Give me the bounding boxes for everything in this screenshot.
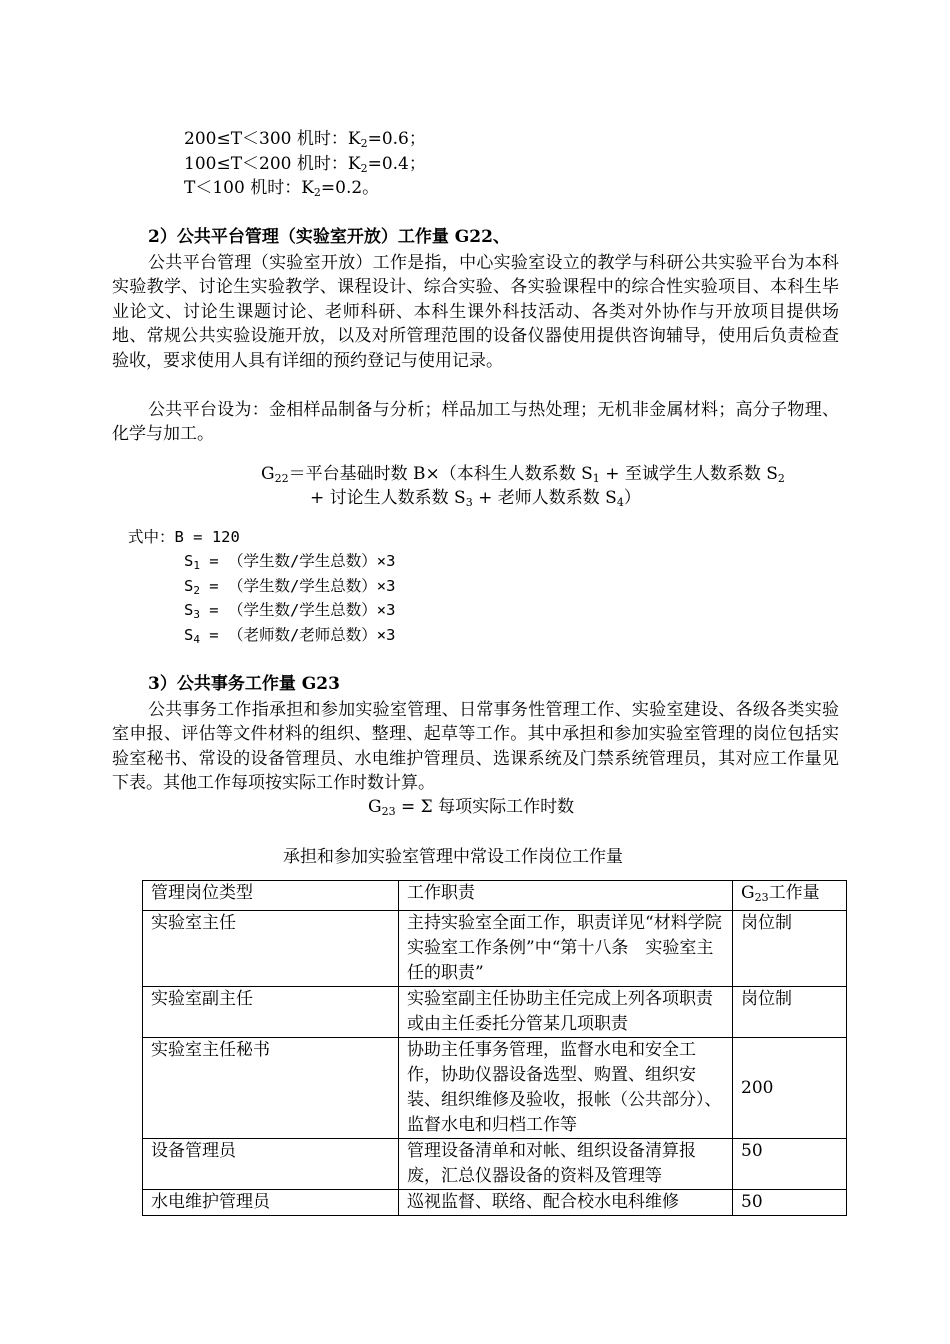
table-row [143, 1190, 847, 1216]
g22-formula-line-1: $G_{22}=$平台基础时数 B×（本科生人数系数 $S_1$ + 至诚学生人数系数 $S_2$ [261, 464, 785, 485]
where-label: 式中：B = 120 [128, 528, 240, 546]
role-cell: 实验室主任秘书 [143, 1038, 399, 1139]
coefficient-s2: $S_2$ = （学生数/学生总数）×3 [184, 577, 396, 597]
k2-rule-1: 200≤T＜300 机时：$K_2=0.6$； [184, 129, 426, 150]
table-row [143, 987, 847, 1038]
duty-cell: 实验室副主任协助主任完成上列各项职责或由主任委托分管某几项职责 [399, 987, 733, 1038]
table-row [143, 911, 847, 987]
duty-cell: 协助主任事务管理，监督水电和安全工作，协助仪器设备选型、购置、组织安装、组织维修及验收，报帐（公共部分）、监督水电和归档工作等 [399, 1038, 733, 1139]
load-cell: 50 [733, 1139, 847, 1190]
load-cell: 50 [733, 1190, 847, 1216]
g23-formula: $G_{23} = \Sigma$ 每项实际工作时数 [368, 797, 575, 818]
coefficient-s3: $S_3$ = （学生数/学生总数）×3 [184, 601, 396, 621]
table-caption: 承担和参加实验室管理中常设工作岗位工作量 [283, 847, 623, 867]
duty-cell: 主持实验室全面工作，职责详见“材料学院实验室工作条例”中“第十八条 实验室主任的职责” [399, 911, 733, 987]
k2-rule-3: T＜100 机时：$K_2=0.2$。 [184, 178, 380, 199]
header-load: $G_{23}$工作量 [733, 881, 847, 911]
coefficient-s1: $S_1$ = （学生数/学生总数）×3 [184, 552, 396, 572]
k2-rule-2: 100≤T＜200 机时：$K_2=0.4$； [184, 154, 426, 175]
header-duty: 工作职责 [399, 881, 733, 911]
load-cell: 岗位制 [733, 911, 847, 987]
duty-cell: 巡视监督、联络、配合校水电科维修 [399, 1190, 733, 1216]
role-cell: 实验室副主任 [143, 987, 399, 1038]
section-2-heading: 2）公共平台管理（实验室开放）工作量 G22、 [148, 227, 510, 247]
workload-table [142, 880, 847, 1216]
header-role: 管理岗位类型 [143, 881, 399, 911]
table-row [143, 1139, 847, 1190]
load-cell: 200 [733, 1038, 847, 1139]
role-cell: 实验室主任 [143, 911, 399, 987]
section-2-paragraph-1: 公共平台管理（实验室开放）工作是指，中心实验室设立的教学与科研公共实验平台为本科实验教学、讨论生实验教学、课程设计、综合实验、各实验课程中的综合性实验项目、本科生毕业论文、讨论生课题讨论、老师科研、本科生课外科技活动、各类对外协作与开放项目提供场地、常规公共实验设施开放，以及对所管理范围的设备仪器使用提供咨询辅导，使用后负责检查验收，要求使用人具有详细的预约登记与使用记录。 [112, 253, 839, 371]
role-cell: 设备管理员 [143, 1139, 399, 1190]
duty-cell: 管理设备清单和对帐、组织设备清算报废，汇总仪器设备的资料及管理等 [399, 1139, 733, 1190]
table-header-row [143, 881, 847, 911]
section-3-heading: 3）公共事务工作量 G23 [148, 674, 340, 694]
role-cell: 水电维护管理员 [143, 1190, 399, 1216]
section-3-paragraph-1: 公共事务工作指承担和参加实验室管理、日常事务性管理工作、实验室建设、各级各类实验室申报、评估等文件材料的组织、整理、起草等工作。其中承担和参加实验室管理的岗位包括实验室秘书、常设的设备管理员、水电维护管理员、选课系统及门禁系统管理员，其对应工作量见下表。其他工作每项按实际工作时数计算。 [112, 700, 839, 794]
table-row [143, 1038, 847, 1139]
g22-formula-line-2: + 讨论生人数系数 $S_3$ + 老师人数系数 $S_4$） [310, 488, 641, 509]
coefficient-s4: $S_4$ = （老师数/老师总数）×3 [184, 626, 396, 646]
section-2-paragraph-2: 公共平台设为：金相样品制备与分析；样品加工与热处理；无机非金属材料；高分子物理、化学与加工。 [112, 400, 839, 445]
load-cell: 岗位制 [733, 987, 847, 1038]
